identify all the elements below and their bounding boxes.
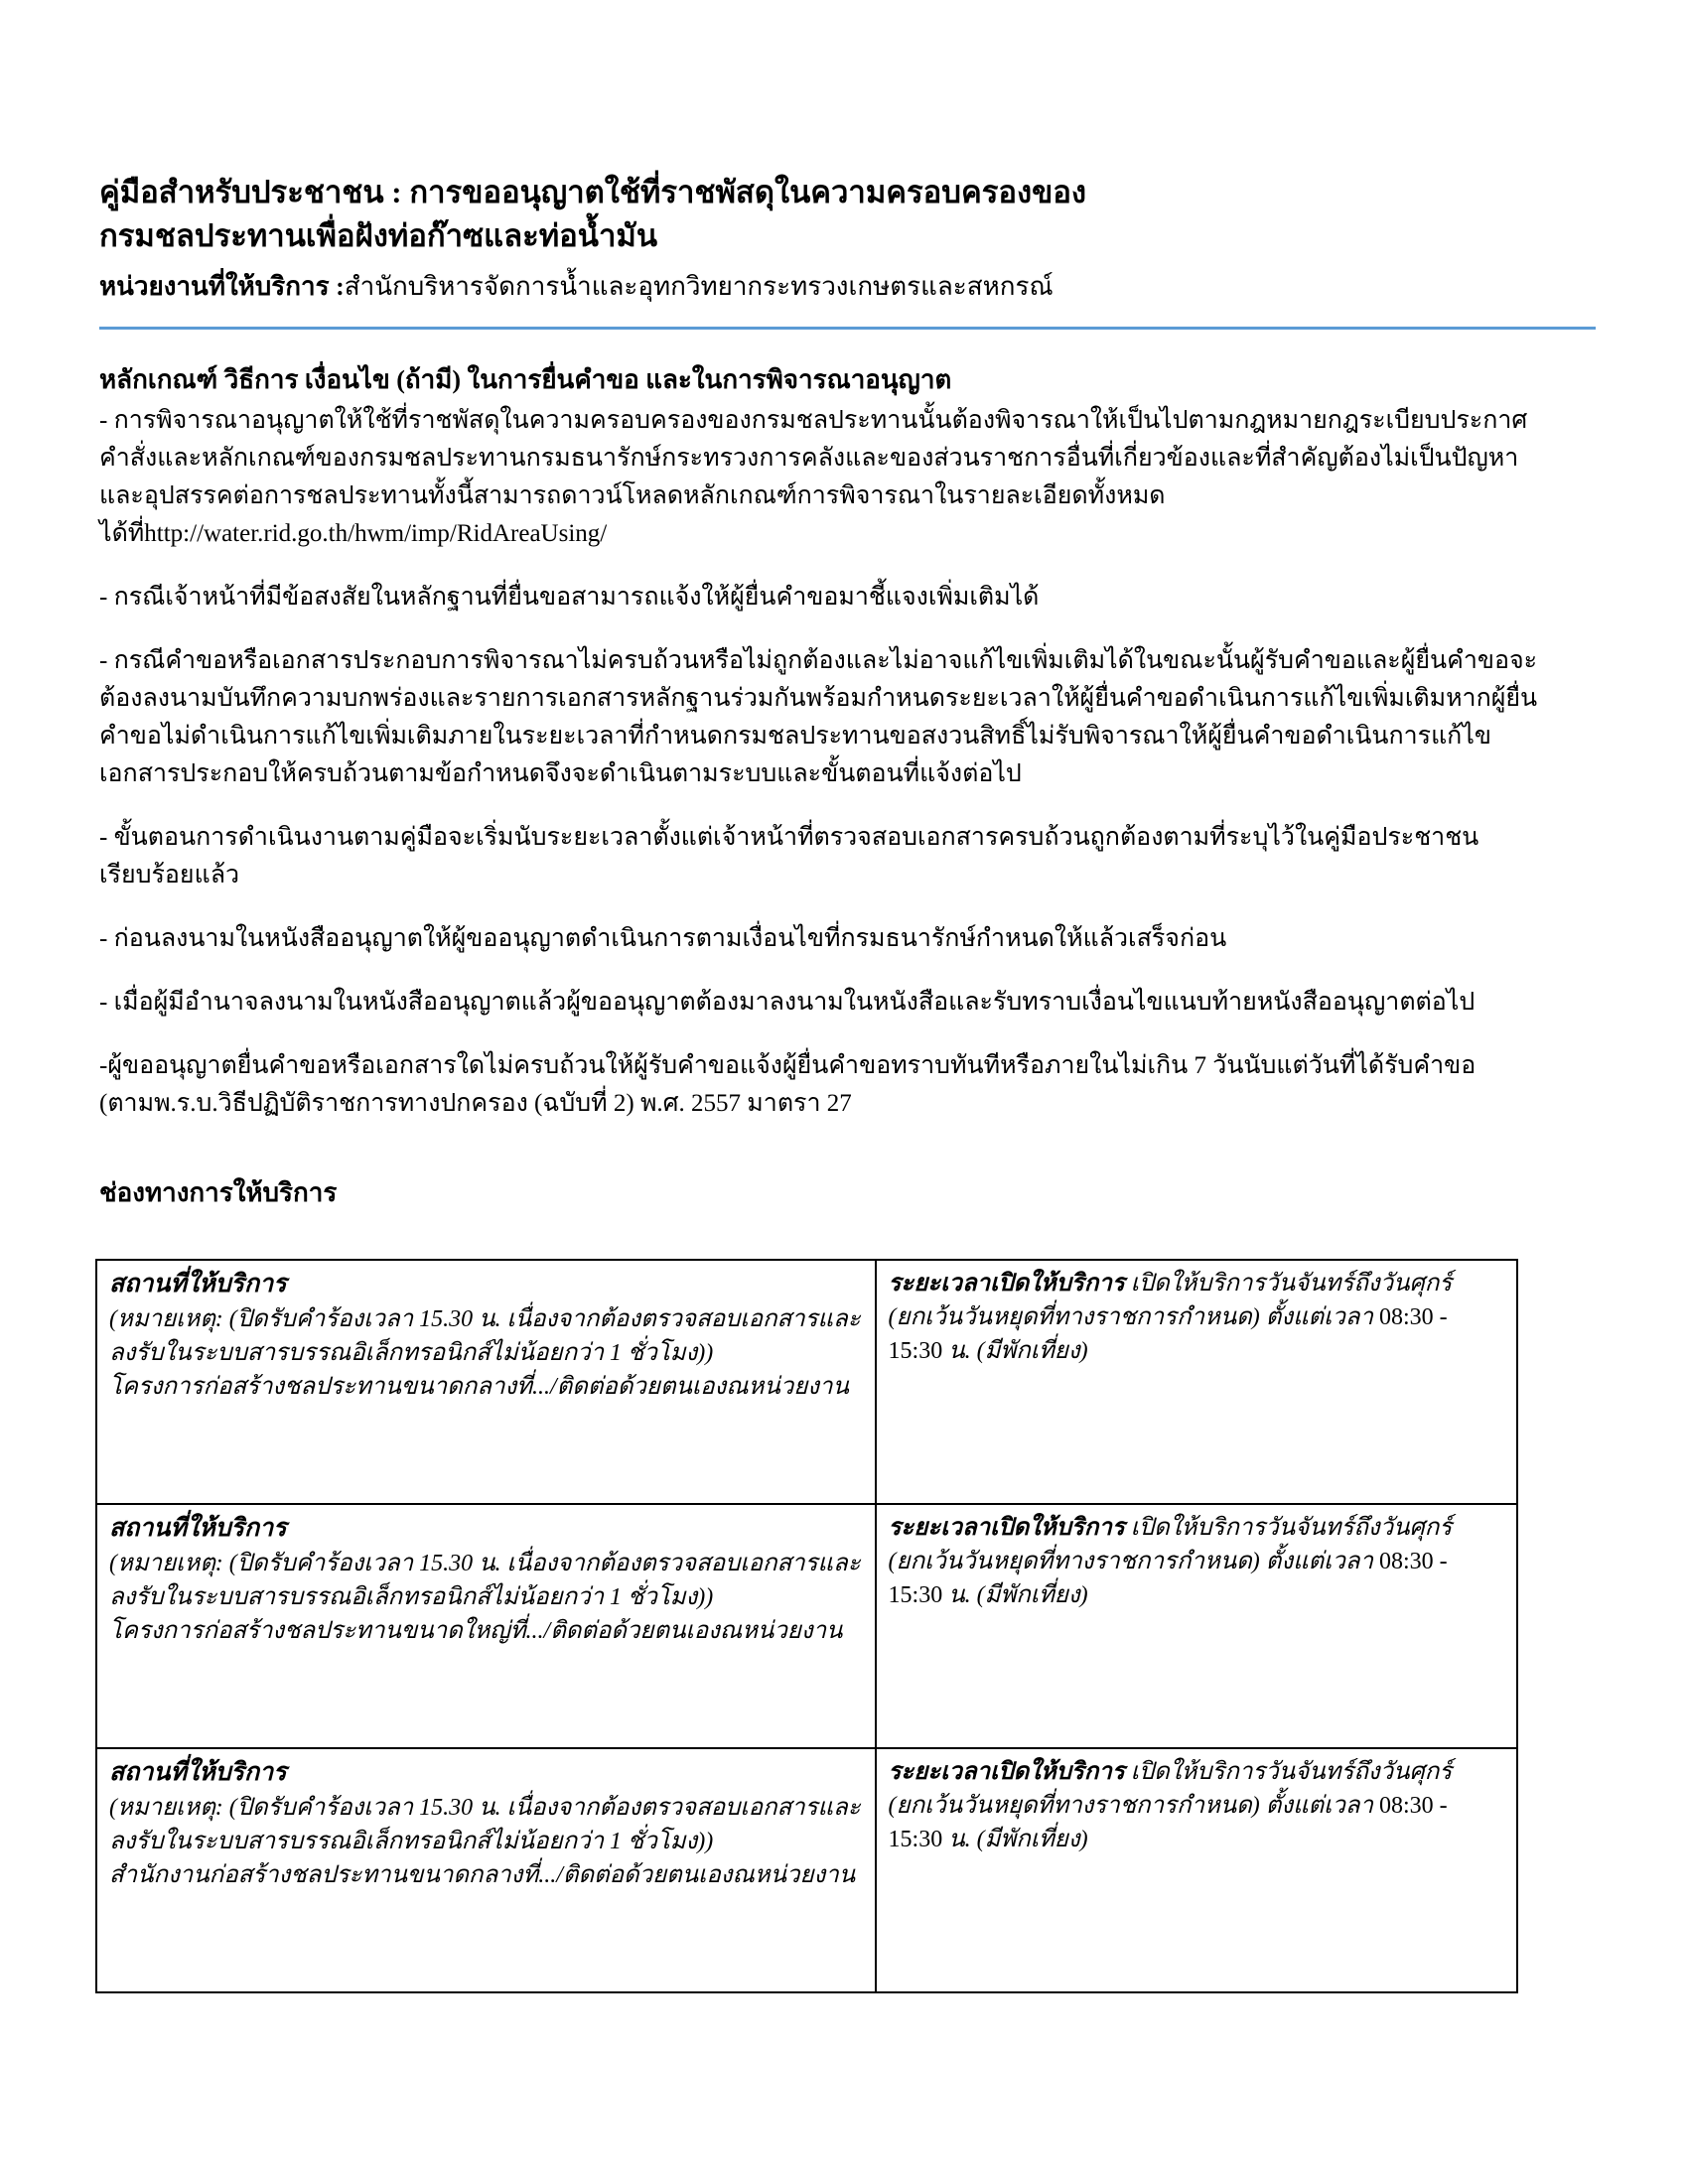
hours-label: ระยะเวลาเปิดให้บริการ xyxy=(888,1271,1125,1297)
criteria-paragraph: - ขั้นตอนการดำเนินงานตามคู่มือจะเริ่มนับระยะเวลาตั้งแต่เจ้าหน้าที่ตรวจสอบเอกสารครบถ้วนถูกต้องตามที่ระบุไว้ในคู่มือประชาชนเรียบร้อยแล้ว xyxy=(99,824,1479,889)
hours-text: น. (มีพักเที่ยง) xyxy=(948,1827,1088,1853)
hours-cell xyxy=(876,1504,1517,1748)
hours-cell xyxy=(876,1260,1517,1504)
place-location: สำนักงานก่อสร้างชลประทานขนาดกลางที่.../ติดต่อด้วยตนเองณหน่วยงาน xyxy=(109,1861,856,1888)
place-location: โครงการก่อสร้างชลประทานขนาดกลางที่.../ติดต่อด้วยตนเองณหน่วยงาน xyxy=(109,1373,849,1400)
hours-time: 08:30 - 15:30 xyxy=(888,1793,1448,1853)
place-note: (หมายเหตุ: (ปิดรับคำร้องเวลา 15.30 น. เนื่องจากต้องตรวจสอบเอกสารและลงรับในระบบสารบรรณอิเล็กทรอนิกส์ไม่น้อยกว่า 1 ชั่วโมง)) xyxy=(109,1794,861,1854)
hours-time: 08:30 - 15:30 xyxy=(888,1549,1448,1609)
hours-label: ระยะเวลาเปิดให้บริการ xyxy=(888,1759,1125,1786)
criteria-paragraph: - กรณีเจ้าหน้าที่มีข้อสงสัยในหลักฐานที่ยื่นขอสามารถแจ้งให้ผู้ยื่นคำขอมาชี้แจงเพิ่มเติมได้ xyxy=(99,584,1040,612)
hours-text: น. (มีพักเที่ยง) xyxy=(948,1582,1088,1609)
hours-text: เปิดให้บริการวันจันทร์ถึงวันศุกร์ (ยกเว้นวันหยุดที่ทางราชการกำหนด) ตั้งแต่เวลา xyxy=(888,1515,1453,1575)
place-cell xyxy=(96,1504,876,1748)
channels-heading: ช่องทางการให้บริการ xyxy=(99,1178,338,1208)
hours-time: 08:30 - 15:30 xyxy=(888,1304,1448,1365)
criteria-paragraph: - การพิจารณาอนุญาตให้ใช้ที่ราชพัสดุในความครอบครองของกรมชลประทานนั้นต้องพิจารณาให้เป็นไปตามกฎหมายกฎระเบียบประกาศคำสั่งและหลักเกณฑ์ของกรมชลประทานกรมธนารักษ์กระทรวงการคลังและของส่วนราชการอื่นที่เกี่ยวข้องและที่สำคัญต้องไม่เป็นปัญหาและอุปสรรคต่อการชลประทานทั้งนี้สามารถดาวน์โหลดหลักเกณฑ์การพิจารณาในรายละเอียดทั้งหมดได้ที่http://water.rid.go.th/hwm/imp/RidAreaUsing/ xyxy=(99,407,1528,548)
agency-value: สำนักบริหารจัดการน้ำและอุทกวิทยากระทรวงเกษตรและสหกรณ์ xyxy=(344,272,1054,302)
criteria-paragraph: -ผู้ขออนุญาตยื่นคำขอหรือเอกสารใดไม่ครบถ้วนให้ผู้รับคำขอแจ้งผู้ยื่นคำขอทราบทันทีหรือภายในไม่เกิน 7 วันนับแต่วันที่ได้รับคำขอ (ตามพ.ร.บ.วิธีปฏิบัติราชการทางปกครอง (ฉบับที่ 2) พ.ศ. 2557 มาตรา 27 xyxy=(99,1052,1477,1118)
page-title: คู่มือสำหรับประชาชน : การขออนุญาตใช้ที่ราชพัสดุในความครอบครองของกรมชลประทานเพื่อฝังท่อก๊าซและท่อน้ำมัน xyxy=(99,175,1087,254)
criteria-paragraph: - ก่อนลงนามในหนังสืออนุญาตให้ผู้ขออนุญาตดำเนินการตามเงื่อนไขที่กรมธนารักษ์กำหนดให้แล้วเสร็จก่อน xyxy=(99,925,1227,953)
criteria-paragraph: - กรณีคำขอหรือเอกสารประกอบการพิจารณาไม่ครบถ้วนหรือไม่ถูกต้องและไม่อาจแก้ไขเพิ่มเติมได้ในขณะนั้นผู้รับคำขอและผู้ยื่นคำขอจะต้องลงนามบันทึกความบกพร่องและรายการเอกสารหลักฐานร่วมกันพร้อมกำหนดระยะเวลาให้ผู้ยื่นคำขอดำเนินการแก้ไขเพิ่มเติมหากผู้ยื่นคำขอไม่ดำเนินการแก้ไขเพิ่มเติมภายในระยะเวลาที่กำหนดกรมชลประทานขอสงวนสิทธิ์ไม่รับพิจารณาให้ผู้ยื่นคำขอดำเนินการแก้ไขเอกสารประกอบให้ครบถ้วนตามข้อกำหนดจึงจะดำเนินตามระบบและขั้นตอนที่แจ้งต่อไป xyxy=(99,647,1538,788)
table-row xyxy=(96,1748,1517,1992)
place-cell xyxy=(96,1748,876,1992)
hours-text: น. (มีพักเที่ยง) xyxy=(948,1338,1088,1365)
place-label: สถานที่ให้บริการ xyxy=(109,1271,287,1298)
place-label: สถานที่ให้บริการ xyxy=(109,1515,287,1543)
criteria-paragraph: - เมื่อผู้มีอำนาจลงนามในหนังสืออนุญาตแล้วผู้ขออนุญาตต้องมาลงนามในหนังสือและรับทราบเงื่อนไขแนบท้ายหนังสืออนุญาตต่อไป xyxy=(99,989,1476,1017)
hours-text: เปิดให้บริการวันจันทร์ถึงวันศุกร์ (ยกเว้นวันหยุดที่ทางราชการกำหนด) ตั้งแต่เวลา xyxy=(888,1759,1453,1820)
channels-table xyxy=(95,1259,1518,1993)
place-cell xyxy=(96,1260,876,1504)
table-row xyxy=(96,1260,1517,1504)
hours-cell xyxy=(876,1748,1517,1992)
hours-text: เปิดให้บริการวันจันทร์ถึงวันศุกร์ (ยกเว้นวันหยุดที่ทางราชการกำหนด) ตั้งแต่เวลา xyxy=(888,1271,1453,1331)
hours-label: ระยะเวลาเปิดให้บริการ xyxy=(888,1515,1125,1542)
place-note: (หมายเหตุ: (ปิดรับคำร้องเวลา 15.30 น. เนื่องจากต้องตรวจสอบเอกสารและลงรับในระบบสารบรรณอิเล็กทรอนิกส์ไม่น้อยกว่า 1 ชั่วโมง)) xyxy=(109,1550,861,1610)
section-divider xyxy=(99,327,1596,330)
place-location: โครงการก่อสร้างชลประทานขนาดใหญ่ที่.../ติดต่อด้วยตนเองณหน่วยงาน xyxy=(109,1617,843,1644)
table-row xyxy=(96,1504,1517,1748)
criteria-heading: หลักเกณฑ์ วิธีการ เงื่อนไข (ถ้ามี) ในการยื่นคำขอ และในการพิจารณาอนุญาต xyxy=(99,365,952,395)
agency-label: หน่วยงานที่ให้บริการ : xyxy=(99,272,345,302)
agency-line xyxy=(99,266,1551,307)
place-note: (หมายเหตุ: (ปิดรับคำร้องเวลา 15.30 น. เนื่องจากต้องตรวจสอบเอกสารและลงรับในระบบสารบรรณอิเล็กทรอนิกส์ไม่น้อยกว่า 1 ชั่วโมง)) xyxy=(109,1305,861,1366)
place-label: สถานที่ให้บริการ xyxy=(109,1759,287,1787)
